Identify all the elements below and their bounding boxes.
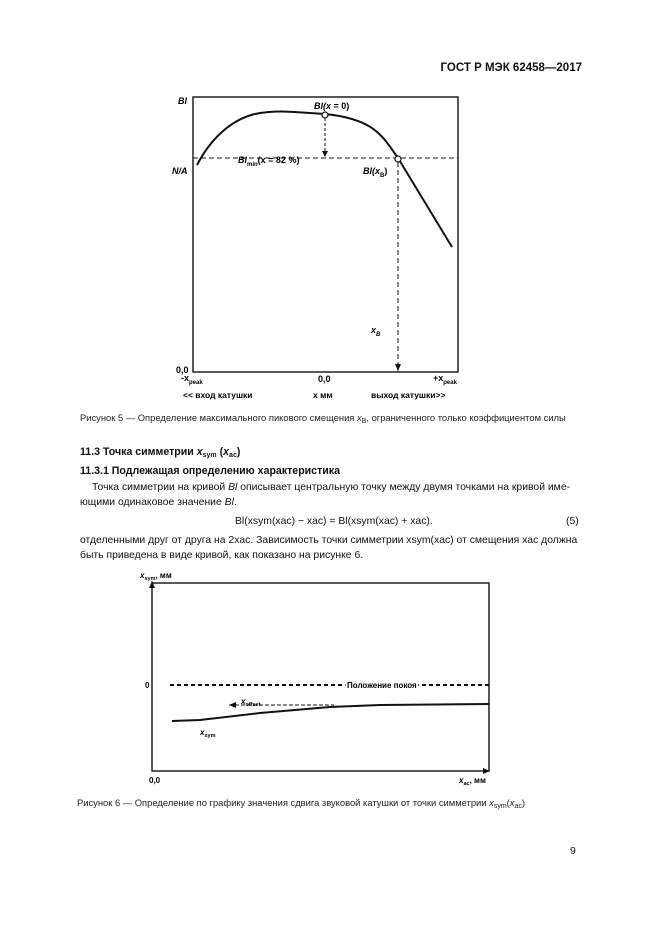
- rest-position-label: Положение покоя: [347, 681, 417, 690]
- x-axis-label: $x_{ac}$, мм: [459, 776, 486, 787]
- paragraph-1: Точка симметрии на кривой Bl описывает центральную точку между двумя точками на кривой име- ющими одинаковое значение Bl.: [80, 482, 571, 508]
- y-tick-zero: 0: [145, 681, 150, 690]
- x-tick-right: $+x_{peak}$: [433, 373, 457, 386]
- y-axis-arrowhead: [149, 581, 155, 588]
- offset-arrowhead: [229, 702, 236, 708]
- x-tick-center: 0,0: [318, 374, 331, 384]
- blxb-point: [395, 156, 401, 162]
- xb-arrow-head: [395, 364, 401, 371]
- figure-5-caption: Рисунок 5 — Определение максимального пикового смещения $x_B$, ограниченного только коэффициентом силы: [80, 412, 566, 425]
- offset-label: $x_{offset}$: [241, 697, 261, 708]
- xsym-label: $x_{sym}$: [200, 728, 216, 739]
- xsym-curve: [172, 704, 489, 721]
- y-tick-zero: 0,0: [176, 365, 189, 375]
- page-number: 9: [570, 845, 576, 857]
- figure-6-symmetry-chart: [140, 568, 495, 790]
- bl0-arrow-head: [322, 151, 328, 157]
- label-blxb: $Bl(x_B)$: [363, 166, 388, 179]
- section-heading-11-3: 11.3 Точка симметрии $x_{sym}$ $(x_{ac})$: [80, 446, 241, 459]
- formula-5: Bl(xsym(xac) − xac) = Bl(xsym(xac) + xac).: [235, 516, 433, 527]
- figure-6-caption: Рисунок 6 — Определение по графику значения сдвига звуковой катушки от точки симметрии $x_{sym}(x_{ac})$: [77, 797, 526, 810]
- y-axis-label: $x_{sym}$, мм: [140, 571, 172, 582]
- bl0-point: [322, 112, 328, 118]
- right-note: выход катушки>>: [371, 390, 446, 400]
- x-axis-label: x мм: [313, 390, 333, 400]
- bl-curve: [197, 112, 452, 247]
- figure-5-bl-curve: [160, 88, 490, 403]
- origin-label: 0,0: [149, 776, 161, 785]
- formula-number: (5): [566, 516, 579, 527]
- left-note: << вход катушки: [183, 390, 253, 400]
- plot-frame: [152, 583, 489, 771]
- x-tick-left: $-x_{peak}$: [181, 373, 203, 386]
- label-xb: $x_B$: [371, 325, 381, 338]
- section-heading-11-3-1: 11.3.1 Подлежащая определению характеристика: [80, 465, 340, 477]
- y-axis-label: Bl: [178, 96, 187, 106]
- paragraph-2: отделенными друг от друга на 2xac. Зависимость точки симметрии xsym(xac) от смещения xac должна быть приведена в виде кривой, как показано на рисунке 6.: [80, 535, 578, 561]
- label-bl0: Bl(x = 0): [314, 101, 350, 111]
- y-tick-na: N/A: [172, 166, 188, 176]
- document-header: ГОСТ Р МЭК 62458—2017: [440, 62, 582, 74]
- label-blmin: $Bl_{min}(x = 82$ %): [238, 155, 300, 168]
